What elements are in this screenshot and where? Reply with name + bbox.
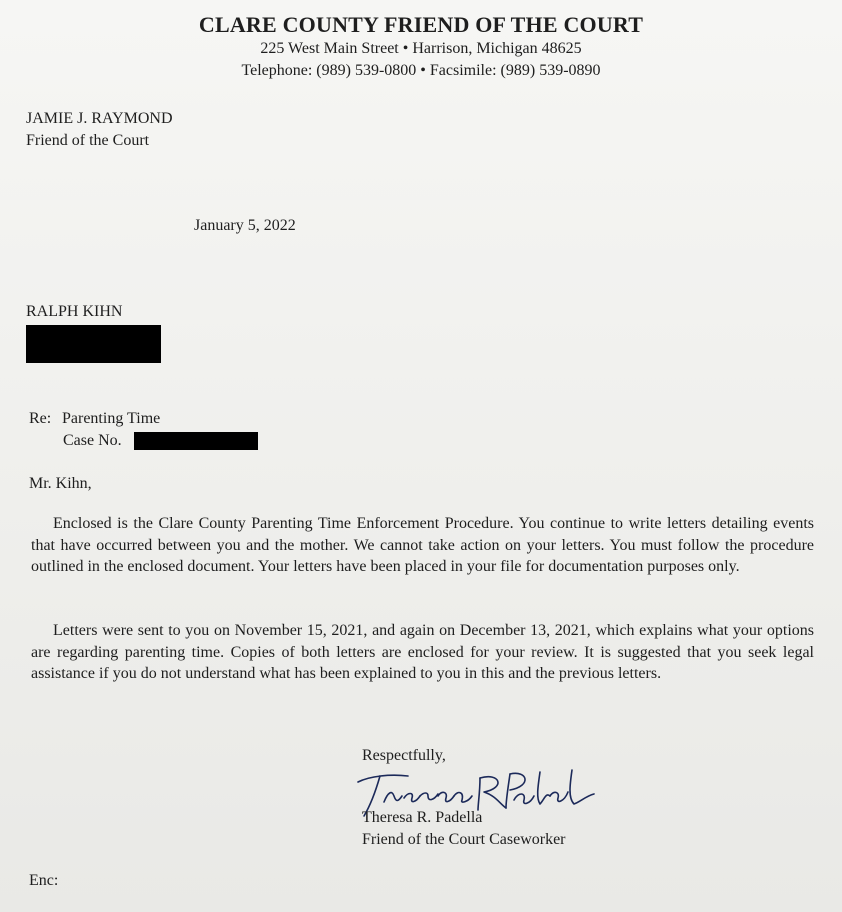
case-number-redaction (134, 432, 258, 450)
organization-address: 225 West Main Street • Harrison, Michigan 48625 (260, 40, 582, 57)
organization-phone-fax: Telephone: (989) 539-0800 • Facsimile: (989) 539-0890 (241, 62, 601, 79)
re-label: Re: (29, 410, 52, 427)
salutation: Mr. Kihn, (29, 475, 92, 492)
body-paragraph-2: Letters were sent to you on November 15, 2021, and again on December 13, 2021, which explains what your options are regarding parenting time. Copies of both letters are enclosed for your review. It is suggested that you seek legal assistance if you do not understand what has been explained to you in this and the previous letters. (31, 622, 814, 682)
valediction: Respectfully, (362, 747, 446, 764)
organization-name: CLARE COUNTY FRIEND OF THE COURT (198, 12, 644, 37)
re-subject: Parenting Time (62, 410, 161, 427)
recipient-address-redaction (26, 325, 161, 363)
letter-date: January 5, 2022 (194, 217, 296, 234)
case-number-label: Case No. (63, 432, 122, 449)
enclosure-label: Enc: (29, 872, 59, 889)
sender-title: Friend of the Court (26, 132, 150, 149)
sender-name: JAMIE J. RAYMOND (26, 110, 173, 127)
signer-name: Theresa R. Padella (362, 809, 483, 826)
signer-title: Friend of the Court Caseworker (362, 831, 566, 848)
recipient-name: RALPH KIHN (26, 303, 123, 320)
body-paragraph-1: Enclosed is the Clare County Parenting Time Enforcement Procedure. You continue to write letters detailing events that have occurred between you and the mother. We cannot take action on your letters. You must follow the procedure outlined in the enclosed document. Your letters have been placed in your file for documentation purposes only. (31, 515, 814, 575)
